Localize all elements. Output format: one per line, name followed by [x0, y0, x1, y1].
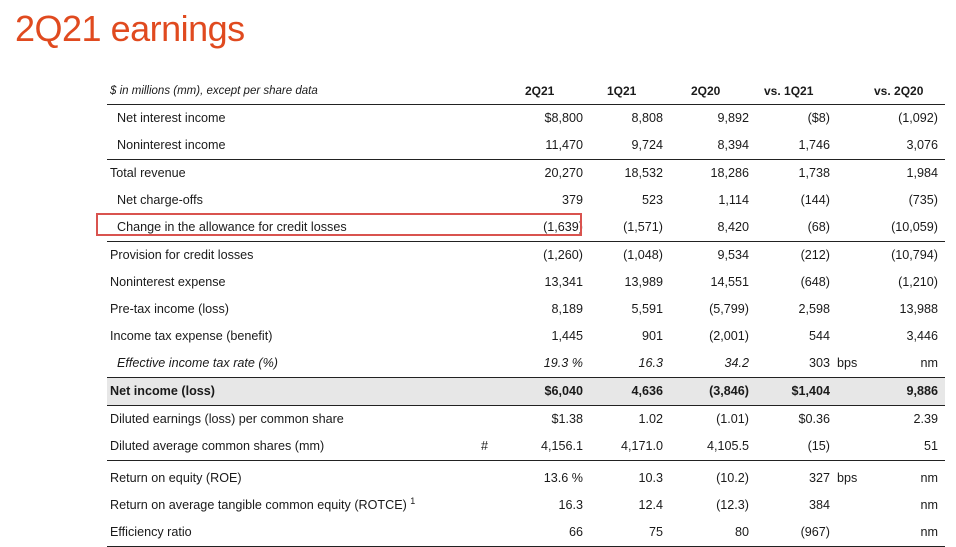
cell-vs-2q20: nm: [920, 356, 938, 370]
cell-2q21: 13.6 %: [543, 471, 583, 485]
row-label: [110, 492, 415, 519]
table-row-net-interest-income: [107, 105, 945, 132]
table-row-diluted-eps: [107, 406, 945, 433]
cell-2q21: 11,470: [545, 138, 583, 152]
cell-1q21: 1.02: [638, 412, 663, 426]
cell-vs-1q21: (967): [800, 525, 830, 539]
cell-vs-2q20: 1,984: [906, 166, 938, 180]
unit-note: $ in millions (mm), except per share data: [110, 85, 318, 97]
cell-2q21: (1,260): [543, 248, 583, 262]
cell-vs-2q20: 3,076: [906, 138, 938, 152]
cell-2q21: 19.3 %: [543, 356, 583, 370]
cell-2q21: 4,156.1: [540, 439, 583, 453]
unit-bps: bps: [837, 471, 858, 485]
cell-vs-1q21: ($8): [807, 111, 830, 125]
cell-vs-2q20: 2.39: [913, 412, 938, 426]
table-row-pre-tax-income: [107, 296, 945, 323]
cell-vs-1q21: (15): [807, 439, 830, 453]
row-label: Net income (loss): [110, 384, 215, 398]
cell-2q21: $8,800: [544, 111, 583, 125]
cell-vs-2q20: 3,446: [906, 329, 938, 343]
cell-vs-1q21: (212): [800, 248, 830, 262]
table-row-change-in-allowance: [107, 214, 945, 242]
cell-vs-2q20: (10,059): [891, 220, 938, 234]
row-label: Net interest income: [117, 111, 226, 125]
column-header-2q21: 2Q21: [525, 84, 555, 98]
cell-2q20: 8,420: [717, 220, 749, 234]
cell-2q21: 20,270: [544, 166, 583, 180]
cell-1q21: 13,989: [624, 275, 663, 289]
cell-2q20: 14,551: [710, 275, 749, 289]
row-label: Diluted earnings (loss) per common share: [110, 412, 344, 426]
table-row-roe: [107, 465, 945, 492]
cell-vs-2q20: (10,794): [891, 248, 938, 262]
cell-1q21: 8,808: [631, 111, 663, 125]
cell-2q21: 66: [568, 525, 583, 539]
column-header-2q20: 2Q20: [691, 84, 721, 98]
cell-vs-1q21: 1,746: [798, 138, 830, 152]
cell-2q20: 4,105.5: [706, 439, 749, 453]
cell-2q21: 379: [561, 193, 583, 207]
cell-vs-2q20: 13,988: [899, 302, 938, 316]
table-row-provision-for-credit-losses: [107, 242, 945, 269]
cell-2q20: 9,892: [717, 111, 749, 125]
hash-marker: #: [481, 439, 489, 453]
cell-2q20: (1.01): [716, 412, 749, 426]
cell-2q20: (12.3): [716, 498, 749, 512]
cell-2q20: (5,799): [709, 302, 749, 316]
row-label: Total revenue: [110, 166, 186, 180]
cell-2q20: 34.2: [724, 356, 749, 370]
row-label: Diluted average common shares (mm): [110, 439, 325, 453]
cell-2q20: 18,286: [710, 166, 749, 180]
cell-2q21: 13,341: [544, 275, 583, 289]
cell-vs-1q21: $0.36: [798, 412, 830, 426]
cell-2q20: (2,001): [709, 329, 749, 343]
cell-vs-1q21: 384: [808, 498, 830, 512]
cell-2q20: (10.2): [716, 471, 749, 485]
row-label: Noninterest expense: [110, 275, 226, 289]
cell-2q20: 9,534: [717, 248, 749, 262]
cell-vs-1q21: 1,738: [798, 166, 830, 180]
cell-vs-2q20: nm: [920, 525, 938, 539]
column-header-1q21: 1Q21: [607, 84, 637, 98]
row-label: Noninterest income: [117, 138, 226, 152]
table-row-diluted-average-shares: [107, 433, 945, 461]
row-label: Provision for credit losses: [110, 248, 254, 262]
cell-1q21: 10.3: [638, 471, 663, 485]
row-label: Effective income tax rate (%): [117, 356, 278, 370]
cell-vs-2q20: 9,886: [906, 384, 938, 398]
cell-2q21: $6,040: [544, 384, 583, 398]
cell-vs-1q21: (68): [807, 220, 830, 234]
table-row-net-charge-offs: [107, 187, 945, 214]
cell-vs-2q20: nm: [920, 471, 938, 485]
cell-2q20: 8,394: [717, 138, 749, 152]
cell-2q21: 16.3: [558, 498, 583, 512]
cell-2q21: (1,639): [543, 220, 583, 234]
cell-1q21: 901: [641, 329, 663, 343]
cell-1q21: 12.4: [638, 498, 663, 512]
row-label: Net charge-offs: [117, 193, 203, 207]
table-row-effective-tax-rate: [107, 350, 945, 378]
cell-1q21: 9,724: [631, 138, 663, 152]
row-label: Efficiency ratio: [110, 525, 192, 539]
cell-vs-2q20: 51: [923, 439, 938, 453]
cell-2q20: (3,846): [709, 384, 749, 398]
cell-vs-2q20: (735): [908, 193, 938, 207]
cell-2q21: 1,445: [551, 329, 583, 343]
table-row-noninterest-expense: [107, 269, 945, 296]
cell-vs-1q21: 327: [808, 471, 830, 485]
cell-1q21: 18,532: [624, 166, 663, 180]
cell-1q21: 75: [648, 525, 663, 539]
footnote-marker: 1: [410, 495, 416, 506]
cell-vs-1q21: 544: [808, 329, 830, 343]
table-row-total-revenue: [107, 160, 945, 187]
cell-vs-1q21: (144): [800, 193, 830, 207]
table-row-income-tax-expense: [107, 323, 945, 350]
table-row-noninterest-income: [107, 132, 945, 160]
table-row-net-income: [107, 378, 945, 406]
cell-1q21: 4,636: [631, 384, 663, 398]
page-title: 2Q21 earnings: [15, 8, 245, 49]
row-label: Pre-tax income (loss): [110, 302, 229, 316]
cell-1q21: (1,048): [623, 248, 663, 262]
earnings-table: [107, 78, 945, 547]
cell-2q21: $1.38: [551, 412, 583, 426]
row-label: Income tax expense (benefit): [110, 329, 273, 343]
cell-vs-1q21: $1,404: [791, 384, 830, 398]
cell-vs-2q20: nm: [920, 498, 938, 512]
row-label: Change in the allowance for credit losses: [117, 220, 347, 234]
cell-2q21: 8,189: [551, 302, 583, 316]
table-header-row: [107, 78, 945, 105]
cell-vs-1q21: 2,598: [798, 302, 830, 316]
cell-vs-1q21: (648): [800, 275, 830, 289]
cell-1q21: 16.3: [638, 356, 663, 370]
row-label-text: Return on average tangible common equity (ROTCE): [110, 498, 407, 512]
cell-vs-1q21: 303: [808, 356, 830, 370]
cell-1q21: 5,591: [631, 302, 663, 316]
table-row-rotce: [107, 492, 945, 519]
cell-vs-2q20: (1,092): [898, 111, 938, 125]
cell-vs-2q20: (1,210): [898, 275, 938, 289]
column-header-vs-2q20: vs. 2Q20: [874, 84, 924, 98]
cell-1q21: 523: [641, 193, 663, 207]
column-header-vs-1q21: vs. 1Q21: [764, 84, 814, 98]
unit-bps: bps: [837, 356, 858, 370]
cell-2q20: 80: [734, 525, 749, 539]
cell-1q21: 4,171.0: [620, 439, 663, 453]
cell-2q20: 1,114: [718, 193, 749, 207]
row-label: Return on equity (ROE): [110, 471, 242, 485]
cell-1q21: (1,571): [623, 220, 663, 234]
